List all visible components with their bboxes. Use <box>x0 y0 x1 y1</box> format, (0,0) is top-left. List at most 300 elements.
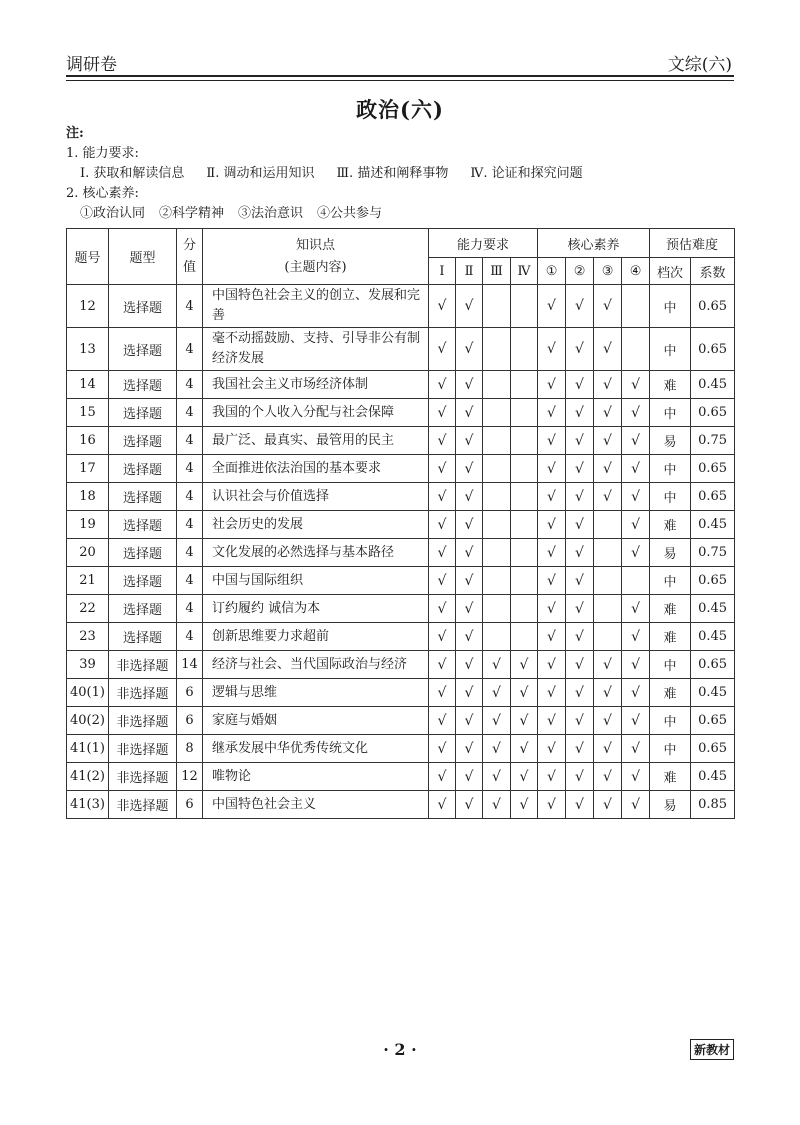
cell-ability-4: √ <box>511 651 538 679</box>
cell-ability-4 <box>511 285 538 328</box>
cell-ability-2: √ <box>456 595 483 623</box>
cell-ability-3 <box>483 511 511 539</box>
cell-ability-2: √ <box>456 455 483 483</box>
cell-literacy-1: √ <box>538 707 566 735</box>
cell-score: 6 <box>177 791 203 819</box>
cell-literacy-4: √ <box>622 651 650 679</box>
ability-item: Ⅰ. 获取和解读信息 <box>80 166 185 181</box>
header-literacy: 核心素养 <box>538 229 650 258</box>
cell-ability-1: √ <box>429 763 456 791</box>
cell-literacy-2: √ <box>566 567 594 595</box>
cell-topic: 最广泛、最真实、最管用的民主 <box>203 427 429 455</box>
cell-literacy-3: √ <box>594 791 622 819</box>
cell-literacy-1: √ <box>538 399 566 427</box>
cell-ability-2: √ <box>456 328 483 371</box>
cell-coef: 0.65 <box>691 285 735 328</box>
cell-ability-1: √ <box>429 707 456 735</box>
cell-number: 13 <box>67 328 109 371</box>
cell-literacy-4: √ <box>622 539 650 567</box>
cell-level: 难 <box>650 595 691 623</box>
cell-level: 易 <box>650 539 691 567</box>
cell-literacy-4: √ <box>622 511 650 539</box>
cell-coef: 0.45 <box>691 511 735 539</box>
header-literacy-col: ④ <box>622 258 650 285</box>
cell-score: 4 <box>177 539 203 567</box>
cell-topic: 毫不动摇鼓励、支持、引导非公有制经济发展 <box>203 328 429 371</box>
cell-topic: 认识社会与价值选择 <box>203 483 429 511</box>
cell-coef: 0.45 <box>691 679 735 707</box>
cell-ability-1: √ <box>429 483 456 511</box>
cell-ability-4 <box>511 399 538 427</box>
cell-ability-2: √ <box>456 623 483 651</box>
cell-literacy-4: √ <box>622 483 650 511</box>
page-number: · 2 · <box>383 1040 417 1059</box>
header-score-text: 分值 <box>182 237 196 275</box>
cell-score: 8 <box>177 735 203 763</box>
cell-ability-2: √ <box>456 679 483 707</box>
table-row <box>67 511 735 539</box>
cell-score: 4 <box>177 455 203 483</box>
cell-coef: 0.65 <box>691 567 735 595</box>
cell-ability-1: √ <box>429 455 456 483</box>
cell-ability-3: √ <box>483 763 511 791</box>
cell-literacy-3: √ <box>594 483 622 511</box>
cell-ability-4 <box>511 483 538 511</box>
cell-ability-2: √ <box>456 511 483 539</box>
ability-list <box>66 164 583 184</box>
literacy-item: ③法治意识 <box>238 206 304 221</box>
cell-ability-4 <box>511 371 538 399</box>
cell-number: 41(1) <box>67 735 109 763</box>
cell-ability-3 <box>483 539 511 567</box>
table-row <box>67 707 735 735</box>
cell-ability-2: √ <box>456 791 483 819</box>
cell-ability-2: √ <box>456 371 483 399</box>
cell-literacy-4 <box>622 285 650 328</box>
header-difficulty: 预估难度 <box>650 229 735 258</box>
table-row <box>67 567 735 595</box>
cell-topic: 逻辑与思维 <box>203 679 429 707</box>
literacy-item: ①政治认同 <box>80 206 146 221</box>
cell-topic: 经济与社会、当代国际政治与经济 <box>203 651 429 679</box>
cell-literacy-4: √ <box>622 371 650 399</box>
table-row <box>67 679 735 707</box>
cell-number: 14 <box>67 371 109 399</box>
header-ability: 能力要求 <box>429 229 538 258</box>
cell-literacy-3 <box>594 539 622 567</box>
cell-ability-4 <box>511 623 538 651</box>
header-ability-col: Ⅰ <box>429 258 456 285</box>
header-ability-col: Ⅱ <box>456 258 483 285</box>
ability-title: 1. 能力要求: <box>66 146 139 161</box>
table-row <box>67 399 735 427</box>
cell-ability-1: √ <box>429 791 456 819</box>
cell-ability-2: √ <box>456 427 483 455</box>
cell-literacy-1: √ <box>538 539 566 567</box>
cell-topic: 中国特色社会主义的创立、发展和完善 <box>203 285 429 328</box>
cell-topic: 全面推进依法治国的基本要求 <box>203 455 429 483</box>
cell-ability-1: √ <box>429 539 456 567</box>
cell-literacy-1: √ <box>538 455 566 483</box>
cell-ability-2: √ <box>456 285 483 328</box>
ability-item: Ⅳ. 论证和探究问题 <box>470 166 583 181</box>
cell-literacy-1: √ <box>538 735 566 763</box>
cell-literacy-2: √ <box>566 707 594 735</box>
cell-literacy-2: √ <box>566 455 594 483</box>
cell-literacy-1: √ <box>538 763 566 791</box>
table-row <box>67 791 735 819</box>
cell-level: 中 <box>650 285 691 328</box>
cell-coef: 0.75 <box>691 539 735 567</box>
table-row <box>67 763 735 791</box>
cell-number: 23 <box>67 623 109 651</box>
cell-ability-4 <box>511 595 538 623</box>
table-row <box>67 651 735 679</box>
cell-number: 20 <box>67 539 109 567</box>
cell-score: 4 <box>177 623 203 651</box>
cell-level: 难 <box>650 371 691 399</box>
cell-ability-2: √ <box>456 763 483 791</box>
cell-type: 选择题 <box>109 455 177 483</box>
cell-literacy-4: √ <box>622 791 650 819</box>
cell-ability-4 <box>511 567 538 595</box>
cell-ability-1: √ <box>429 285 456 328</box>
header-ability-col: Ⅲ <box>483 258 511 285</box>
cell-level: 中 <box>650 328 691 371</box>
cell-topic: 中国与国际组织 <box>203 567 429 595</box>
cell-literacy-3: √ <box>594 735 622 763</box>
cell-ability-4 <box>511 539 538 567</box>
cell-score: 4 <box>177 427 203 455</box>
cell-ability-2: √ <box>456 399 483 427</box>
cell-score: 4 <box>177 285 203 328</box>
cell-score: 14 <box>177 651 203 679</box>
header-topic-line1: 知识点 <box>295 237 335 253</box>
question-table <box>66 228 735 819</box>
literacy-item: ④公共参与 <box>317 206 383 221</box>
cell-level: 中 <box>650 735 691 763</box>
cell-literacy-2: √ <box>566 651 594 679</box>
header-right: 文综(六) <box>667 55 732 75</box>
cell-literacy-4: √ <box>622 399 650 427</box>
cell-type: 非选择题 <box>109 791 177 819</box>
cell-ability-3 <box>483 285 511 328</box>
cell-ability-3: √ <box>483 651 511 679</box>
cell-ability-2: √ <box>456 735 483 763</box>
cell-literacy-4 <box>622 328 650 371</box>
cell-type: 选择题 <box>109 623 177 651</box>
page-title: 政治(六) <box>356 97 444 122</box>
cell-type: 选择题 <box>109 399 177 427</box>
cell-coef: 0.85 <box>691 791 735 819</box>
cell-literacy-1: √ <box>538 623 566 651</box>
cell-literacy-3 <box>594 567 622 595</box>
cell-literacy-3 <box>594 511 622 539</box>
cell-topic: 我国社会主义市场经济体制 <box>203 371 429 399</box>
cell-literacy-1: √ <box>538 651 566 679</box>
cell-ability-4: √ <box>511 735 538 763</box>
cell-literacy-2: √ <box>566 595 594 623</box>
cell-coef: 0.45 <box>691 763 735 791</box>
cell-topic: 社会历史的发展 <box>203 511 429 539</box>
cell-level: 中 <box>650 651 691 679</box>
cell-number: 41(2) <box>67 763 109 791</box>
edition-badge: 新教材 <box>690 1039 734 1060</box>
cell-literacy-2: √ <box>566 483 594 511</box>
cell-ability-4 <box>511 427 538 455</box>
cell-coef: 0.65 <box>691 328 735 371</box>
cell-score: 4 <box>177 371 203 399</box>
cell-ability-2: √ <box>456 567 483 595</box>
cell-ability-1: √ <box>429 567 456 595</box>
literacy-title: 2. 核心素养: <box>66 186 139 201</box>
cell-score: 4 <box>177 483 203 511</box>
header-score <box>177 229 203 285</box>
cell-coef: 0.45 <box>691 595 735 623</box>
cell-ability-2: √ <box>456 483 483 511</box>
table-row <box>67 595 735 623</box>
cell-ability-3 <box>483 567 511 595</box>
cell-ability-2: √ <box>456 651 483 679</box>
cell-ability-1: √ <box>429 679 456 707</box>
cell-level: 难 <box>650 763 691 791</box>
cell-literacy-1: √ <box>538 328 566 371</box>
header-left: 调研卷 <box>66 55 117 75</box>
cell-type: 选择题 <box>109 567 177 595</box>
header-topic-line2: (主题内容) <box>284 259 347 275</box>
cell-literacy-1: √ <box>538 427 566 455</box>
cell-topic: 文化发展的必然选择与基本路径 <box>203 539 429 567</box>
cell-literacy-1: √ <box>538 679 566 707</box>
header-level: 档次 <box>650 258 691 285</box>
cell-score: 4 <box>177 328 203 371</box>
cell-literacy-2: √ <box>566 427 594 455</box>
cell-literacy-2: √ <box>566 623 594 651</box>
cell-level: 难 <box>650 679 691 707</box>
cell-score: 4 <box>177 511 203 539</box>
cell-ability-3 <box>483 483 511 511</box>
cell-ability-4 <box>511 455 538 483</box>
cell-level: 中 <box>650 567 691 595</box>
cell-literacy-1: √ <box>538 285 566 328</box>
cell-literacy-4: √ <box>622 735 650 763</box>
cell-topic: 订约履约 诚信为本 <box>203 595 429 623</box>
cell-literacy-2: √ <box>566 285 594 328</box>
cell-number: 17 <box>67 455 109 483</box>
table-body <box>67 285 735 819</box>
cell-literacy-2: √ <box>566 735 594 763</box>
cell-number: 39 <box>67 651 109 679</box>
cell-ability-4: √ <box>511 791 538 819</box>
literacy-list <box>66 204 583 224</box>
cell-literacy-3 <box>594 595 622 623</box>
cell-ability-2: √ <box>456 707 483 735</box>
cell-literacy-3: √ <box>594 328 622 371</box>
cell-type: 选择题 <box>109 483 177 511</box>
cell-ability-3: √ <box>483 791 511 819</box>
cell-literacy-2: √ <box>566 539 594 567</box>
cell-type: 选择题 <box>109 427 177 455</box>
cell-literacy-2: √ <box>566 511 594 539</box>
cell-literacy-3: √ <box>594 763 622 791</box>
cell-topic: 家庭与婚姻 <box>203 707 429 735</box>
cell-number: 19 <box>67 511 109 539</box>
cell-literacy-1: √ <box>538 567 566 595</box>
cell-level: 中 <box>650 707 691 735</box>
cell-ability-1: √ <box>429 623 456 651</box>
cell-score: 4 <box>177 399 203 427</box>
cell-score: 12 <box>177 763 203 791</box>
cell-type: 选择题 <box>109 371 177 399</box>
literacy-item: ②科学精神 <box>159 206 225 221</box>
table-row <box>67 539 735 567</box>
cell-level: 易 <box>650 427 691 455</box>
cell-level: 中 <box>650 399 691 427</box>
cell-literacy-2: √ <box>566 679 594 707</box>
cell-type: 非选择题 <box>109 707 177 735</box>
table-row <box>67 483 735 511</box>
header-literacy-col: ③ <box>594 258 622 285</box>
cell-type: 选择题 <box>109 595 177 623</box>
cell-score: 6 <box>177 707 203 735</box>
cell-level: 难 <box>650 623 691 651</box>
header-rule-thick <box>66 75 734 77</box>
cell-number: 22 <box>67 595 109 623</box>
cell-type: 选择题 <box>109 285 177 328</box>
cell-literacy-4 <box>622 567 650 595</box>
cell-topic: 继承发展中华优秀传统文化 <box>203 735 429 763</box>
cell-ability-4: √ <box>511 707 538 735</box>
header-rule-thin <box>66 80 734 81</box>
cell-number: 12 <box>67 285 109 328</box>
cell-number: 40(2) <box>67 707 109 735</box>
cell-ability-3: √ <box>483 707 511 735</box>
cell-level: 中 <box>650 483 691 511</box>
cell-coef: 0.65 <box>691 651 735 679</box>
cell-literacy-3: √ <box>594 427 622 455</box>
cell-ability-4 <box>511 328 538 371</box>
header-number: 题号 <box>67 229 109 285</box>
header-coef: 系数 <box>691 258 735 285</box>
cell-number: 41(3) <box>67 791 109 819</box>
header-topic <box>203 229 429 285</box>
cell-ability-4: √ <box>511 679 538 707</box>
cell-topic: 创新思维要力求超前 <box>203 623 429 651</box>
cell-number: 16 <box>67 427 109 455</box>
cell-literacy-2: √ <box>566 791 594 819</box>
ability-item: Ⅲ. 描述和阐释事物 <box>336 166 449 181</box>
cell-type: 非选择题 <box>109 763 177 791</box>
cell-literacy-2: √ <box>566 371 594 399</box>
table-row <box>67 735 735 763</box>
cell-number: 15 <box>67 399 109 427</box>
cell-literacy-3: √ <box>594 399 622 427</box>
cell-literacy-3: √ <box>594 285 622 328</box>
cell-ability-1: √ <box>429 427 456 455</box>
cell-ability-3 <box>483 399 511 427</box>
table-row <box>67 623 735 651</box>
header-ability-col: Ⅳ <box>511 258 538 285</box>
cell-literacy-4: √ <box>622 427 650 455</box>
cell-score: 6 <box>177 679 203 707</box>
cell-ability-3: √ <box>483 735 511 763</box>
cell-ability-1: √ <box>429 328 456 371</box>
header-literacy-col: ① <box>538 258 566 285</box>
cell-ability-1: √ <box>429 595 456 623</box>
cell-ability-1: √ <box>429 511 456 539</box>
cell-coef: 0.75 <box>691 427 735 455</box>
cell-literacy-4: √ <box>622 679 650 707</box>
cell-ability-1: √ <box>429 651 456 679</box>
cell-literacy-4: √ <box>622 623 650 651</box>
cell-literacy-3: √ <box>594 455 622 483</box>
cell-literacy-1: √ <box>538 483 566 511</box>
cell-literacy-3: √ <box>594 371 622 399</box>
cell-type: 非选择题 <box>109 679 177 707</box>
cell-number: 40(1) <box>67 679 109 707</box>
cell-coef: 0.65 <box>691 483 735 511</box>
cell-ability-3 <box>483 595 511 623</box>
cell-level: 难 <box>650 511 691 539</box>
table-row <box>67 427 735 455</box>
cell-ability-3 <box>483 623 511 651</box>
cell-coef: 0.65 <box>691 735 735 763</box>
cell-ability-4 <box>511 511 538 539</box>
cell-coef: 0.65 <box>691 399 735 427</box>
cell-ability-3 <box>483 328 511 371</box>
cell-score: 4 <box>177 595 203 623</box>
cell-ability-3 <box>483 371 511 399</box>
cell-ability-1: √ <box>429 735 456 763</box>
cell-literacy-4: √ <box>622 455 650 483</box>
cell-coef: 0.65 <box>691 455 735 483</box>
cell-ability-3 <box>483 455 511 483</box>
cell-ability-3 <box>483 427 511 455</box>
cell-ability-2: √ <box>456 539 483 567</box>
cell-coef: 0.65 <box>691 707 735 735</box>
cell-type: 选择题 <box>109 328 177 371</box>
notes-label: 注: <box>66 126 84 141</box>
ability-item: Ⅱ. 调动和运用知识 <box>206 166 315 181</box>
cell-ability-1: √ <box>429 399 456 427</box>
header-type: 题型 <box>109 229 177 285</box>
cell-level: 中 <box>650 455 691 483</box>
cell-type: 非选择题 <box>109 735 177 763</box>
cell-ability-3: √ <box>483 679 511 707</box>
cell-literacy-3: √ <box>594 651 622 679</box>
cell-literacy-4: √ <box>622 763 650 791</box>
cell-literacy-3: √ <box>594 707 622 735</box>
cell-ability-4: √ <box>511 763 538 791</box>
cell-literacy-1: √ <box>538 511 566 539</box>
cell-coef: 0.45 <box>691 371 735 399</box>
cell-literacy-2: √ <box>566 399 594 427</box>
cell-literacy-2: √ <box>566 763 594 791</box>
cell-literacy-1: √ <box>538 595 566 623</box>
cell-number: 21 <box>67 567 109 595</box>
table-row <box>67 455 735 483</box>
cell-ability-1: √ <box>429 371 456 399</box>
cell-literacy-1: √ <box>538 371 566 399</box>
table-row <box>67 328 735 371</box>
table-row <box>67 371 735 399</box>
cell-literacy-4: √ <box>622 707 650 735</box>
notes <box>66 124 583 224</box>
cell-number: 18 <box>67 483 109 511</box>
cell-literacy-3 <box>594 623 622 651</box>
cell-type: 选择题 <box>109 539 177 567</box>
cell-type: 选择题 <box>109 511 177 539</box>
